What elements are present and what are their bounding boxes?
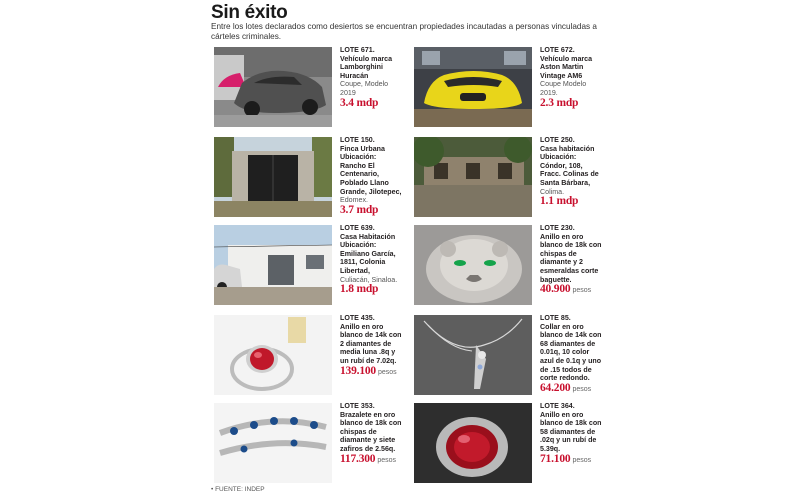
lot-price bbox=[540, 285, 604, 296]
lamborghini-photo bbox=[214, 47, 332, 127]
lot-number: LOTE 364. bbox=[540, 402, 575, 410]
intro-text: Entre los lotes declarados como desiertos se encuentran propiedades incautadas a personas vinculadas a cárteles criminales. bbox=[211, 22, 597, 41]
price-value: 3.7 mdp bbox=[340, 203, 379, 216]
lot-price bbox=[540, 197, 604, 207]
lot-description: Casa Habitación Ubicación: Emiliano García, 1811, Colonia Libertad, bbox=[340, 232, 396, 275]
lot-price bbox=[340, 203, 404, 216]
lot-number: LOTE 353. bbox=[340, 402, 375, 410]
lot-price bbox=[340, 285, 404, 295]
price-value: 3.4 mdp bbox=[340, 96, 379, 109]
lot-number: LOTE 639. bbox=[340, 224, 375, 232]
price-unit: pesos bbox=[377, 368, 397, 376]
lot-number: LOTE 672. bbox=[540, 46, 575, 54]
lot-number: LOTE 435. bbox=[340, 314, 375, 322]
lot-card bbox=[205, 132, 401, 222]
lot-price bbox=[340, 96, 404, 109]
ruby-ring-large-photo bbox=[414, 403, 532, 483]
price-value: 1.8 mdp bbox=[340, 283, 379, 296]
lot-price bbox=[540, 452, 604, 466]
aston-martin-photo bbox=[414, 47, 532, 127]
lot-number: LOTE 150. bbox=[340, 136, 375, 144]
necklace-photo bbox=[414, 315, 532, 395]
infographic-page bbox=[205, 0, 605, 500]
casa-colima-photo bbox=[414, 137, 532, 217]
price-value: 64.200 bbox=[540, 381, 571, 394]
lot-description: Vehículo marca Aston Martin Vintage AM6 bbox=[540, 54, 593, 80]
lot-card bbox=[205, 42, 401, 132]
price-value: 1.1 mdp bbox=[540, 195, 579, 208]
lot-subtext: Coupe Modelo 2019. bbox=[540, 80, 587, 97]
price-value: 71.100 bbox=[540, 452, 571, 465]
lot-description: Vehículo marca Lamborghini Huracán bbox=[340, 54, 393, 80]
lot-description: Collar en oro blanco de 14k con 68 diamantes de 0.01q, 10 color azul de 0.1q y uno de .15 todos de corte redondo. bbox=[540, 322, 602, 383]
lot-card bbox=[205, 310, 401, 400]
lot-subtext: Coupe, Modelo 2019 bbox=[340, 80, 389, 97]
lot-description: Anillo en oro blanco de 14k con 2 diamantes de media luna .8q y un rubí de 7.02q. bbox=[340, 322, 402, 365]
lot-description: Casa habitación Ubicación: Cóndor, 108, Fracc. Colinas de Santa Bárbara, bbox=[540, 144, 599, 187]
source-note: • FUENTE: INDEP bbox=[211, 486, 265, 493]
panther-ring-photo bbox=[414, 225, 532, 305]
lot-number: LOTE 671. bbox=[340, 46, 375, 54]
price-value: 117.300 bbox=[340, 452, 376, 465]
lot-description: Brazalete en oro blanco de 18k con chispas de diamante y siete zafiros de 2.56q. bbox=[340, 410, 402, 453]
price-value: 139.100 bbox=[340, 364, 376, 377]
lot-price bbox=[340, 364, 404, 378]
lot-description: Finca Urbana Ubicación: Rancho El Centenario, Poblado Llano Grande, Jilotepec, bbox=[340, 144, 402, 196]
lot-description: Anillo en oro blanco de 18k con 58 diamantes de .02q y un rubí de 5.39q. bbox=[540, 410, 602, 453]
page-title: Sin éxito bbox=[211, 2, 288, 23]
price-unit: pesos bbox=[377, 456, 397, 464]
lot-card bbox=[405, 398, 601, 488]
lot-card bbox=[405, 310, 601, 400]
lot-price bbox=[340, 452, 404, 466]
lot-subtext: Colima. bbox=[540, 187, 565, 196]
lot-card bbox=[205, 220, 401, 310]
lot-number: LOTE 250. bbox=[540, 136, 575, 144]
price-value: 40.900 bbox=[540, 283, 571, 296]
bracelet-photo bbox=[214, 403, 332, 483]
finca-photo bbox=[214, 137, 332, 217]
lot-number: LOTE 230. bbox=[540, 224, 575, 232]
price-unit: pesos bbox=[572, 456, 592, 464]
lot-price bbox=[540, 96, 604, 109]
lot-number: LOTE 85. bbox=[540, 314, 571, 322]
lot-card bbox=[405, 42, 601, 132]
price-unit: pesos bbox=[572, 287, 592, 295]
lot-card bbox=[205, 398, 401, 488]
price-value: 2.3 mdp bbox=[540, 96, 579, 109]
lot-subtext: Edomex. bbox=[340, 196, 368, 205]
price-unit: pesos bbox=[572, 385, 592, 393]
lot-price bbox=[540, 381, 604, 395]
lot-card bbox=[405, 220, 601, 310]
lot-card bbox=[405, 132, 601, 222]
ruby-ring-photo bbox=[214, 315, 332, 395]
lot-subtext: Culiacán, Sinaloa. bbox=[340, 275, 398, 284]
lot-description: Anillo en oro blanco de 18k con chispas de diamante y 2 esmeraldas corte baguette. bbox=[540, 232, 602, 284]
casa-culiacan-photo bbox=[214, 225, 332, 305]
